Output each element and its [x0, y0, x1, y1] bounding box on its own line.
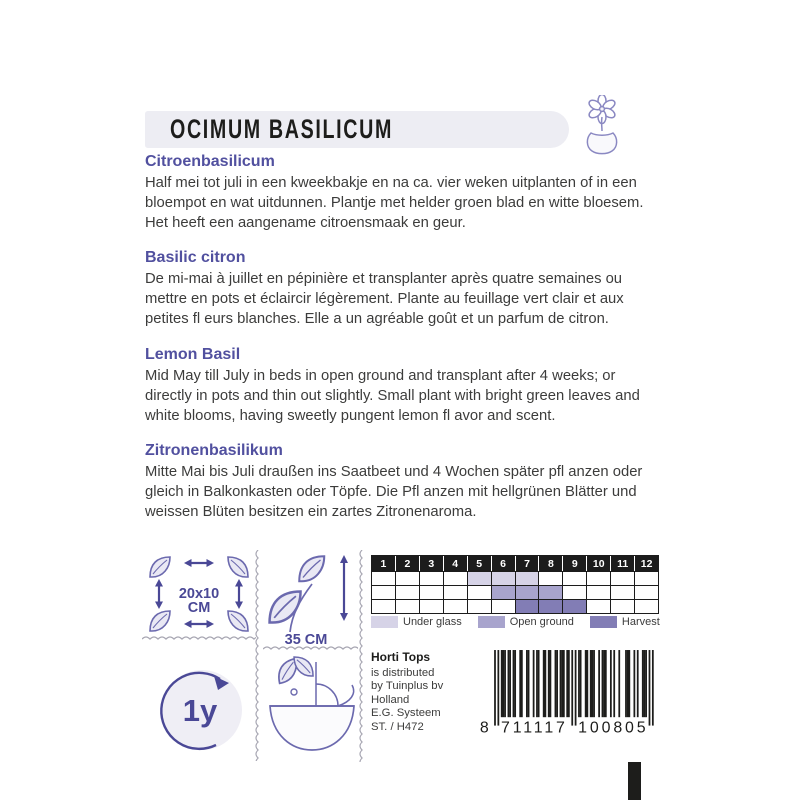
- horizontal-arrow-icon: [184, 620, 214, 628]
- svg-text:8: 8: [479, 719, 492, 734]
- calendar-cell: [515, 571, 539, 585]
- calendar-month-header: 2: [395, 556, 419, 571]
- calendar-cell: [419, 585, 443, 599]
- calendar-row: [372, 585, 658, 599]
- distributor-info: [371, 651, 483, 734]
- calendar-cell: [610, 571, 634, 585]
- legend-item-under-glass: [371, 616, 462, 628]
- section-heading-en: Lemon Basil: [145, 345, 241, 363]
- calendar-cell: [491, 599, 515, 613]
- header-banner: [145, 111, 569, 148]
- calendar-row: [372, 599, 658, 613]
- calendar-cell: [562, 571, 586, 585]
- calendar-month-header: 9: [562, 556, 586, 571]
- calendar-cell: [395, 599, 419, 613]
- legend-swatch-harvest: [590, 616, 617, 628]
- calendar-month-header: 12: [634, 556, 658, 571]
- ean13-barcode: [479, 650, 657, 734]
- calendar-cell: [610, 585, 634, 599]
- calendar-month-header: 11: [610, 556, 634, 571]
- divider-wave: [255, 550, 262, 761]
- calendar-month-header: 3: [419, 556, 443, 571]
- legend-item-open-ground: [478, 616, 574, 628]
- calendar-cell: [467, 585, 491, 599]
- section-body-en: Mid May till July in beds in open ground and transplant after 4 weeks; or directly in pots and thin out slightly. Small plant with bright green leaves and white blooms, having sweetly pungent lemon fl avor and scent.: [145, 367, 640, 424]
- calendar-cell: [419, 599, 443, 613]
- distributor-line: Holland: [371, 693, 410, 706]
- calendar-cell: [443, 599, 467, 613]
- calendar-cell: [395, 585, 419, 599]
- salad-bowl-icon: [262, 652, 362, 762]
- calendar-cell: [586, 571, 610, 585]
- calendar-month-header: 7: [515, 556, 539, 571]
- legend-label: Under glass: [403, 616, 462, 628]
- legend-swatch-under-glass: [371, 616, 398, 628]
- calendar-cell: [395, 571, 419, 585]
- calendar-cell: [562, 585, 586, 599]
- horizontal-arrow-icon: [184, 559, 214, 567]
- plant-height-icon: [264, 548, 360, 650]
- calendar-month-header: 4: [443, 556, 467, 571]
- calendar-cell: [634, 585, 658, 599]
- calendar-month-header: 8: [538, 556, 562, 571]
- calendar-cell: [634, 599, 658, 613]
- calendar-cell: [491, 585, 515, 599]
- distributor-line: E.G. Systeem: [371, 707, 441, 719]
- calendar-month-header: 10: [586, 556, 610, 571]
- calendar-cell: [634, 571, 658, 585]
- calendar-legend: [371, 616, 676, 628]
- height-value: 35 CM: [284, 632, 328, 648]
- calendar-cell: [419, 571, 443, 585]
- description-sections: [145, 153, 663, 539]
- divider-wave: [142, 636, 256, 643]
- calendar-cell: [586, 599, 610, 613]
- sowing-calendar: [371, 555, 659, 614]
- calendar-cell: [372, 585, 395, 599]
- calendar-month-header: 6: [491, 556, 515, 571]
- calendar-month-header: 5: [467, 556, 491, 571]
- calendar-cell: [538, 585, 562, 599]
- calendar-month-header: 1: [372, 556, 395, 571]
- section-heading-fr: Basilic citron: [145, 249, 246, 267]
- spacing-unit: CM: [187, 600, 211, 616]
- calendar-cell: [586, 585, 610, 599]
- calendar-cell: [515, 585, 539, 599]
- vertical-arrow-icon: [155, 579, 163, 609]
- calendar-cell: [443, 585, 467, 599]
- calendar-cell: [515, 599, 539, 613]
- cycle-value: 1y: [182, 693, 218, 728]
- calendar-cell: [372, 571, 395, 585]
- svg-text:711117: 711117: [501, 719, 568, 734]
- legend-swatch-open-ground: [478, 616, 505, 628]
- print-registration-mark: [628, 762, 641, 800]
- calendar-cell: [467, 571, 491, 585]
- calendar-cell: [538, 571, 562, 585]
- calendar-cell: [372, 599, 395, 613]
- vertical-arrow-icon: [235, 579, 243, 609]
- plant-spacing-icon: [146, 551, 254, 635]
- spacing-value: 20x10: [178, 586, 220, 602]
- calendar-cell: [610, 599, 634, 613]
- svg-text:100805: 100805: [578, 719, 649, 734]
- calendar-cell: [443, 571, 467, 585]
- height-arrow-icon: [340, 555, 348, 621]
- section-body-nl: Half mei tot juli in een kweekbakje en na ca. vier weken uitplanten of in een bloempot en wat uitdunnen. Plantje met helder groen blad en witte bloesem. Het heeft een aangename citroensmaak en geur.: [145, 175, 644, 231]
- calendar-cell: [538, 599, 562, 613]
- distributor-line: is distributed: [371, 666, 435, 679]
- distributor-name: Horti Tops: [371, 650, 431, 664]
- calendar-cell: [562, 599, 586, 613]
- distributor-line: ST. / H472: [371, 720, 424, 733]
- section-body-fr: De mi-mai à juillet en pépinière et transplanter après quatre semaines ou mettre en pots et éclaircir légèrement. Plante au feuillage vert clair et aux petites fl eurs blanches. Elle a un agréable goût et un parfum de citron.: [145, 271, 624, 328]
- calendar-cell: [491, 571, 515, 585]
- section-english: [145, 346, 663, 426]
- section-dutch: [145, 153, 663, 233]
- section-heading-nl: Citroenbasilicum: [145, 153, 275, 170]
- section-german: [145, 442, 663, 522]
- page-title: OCIMUM BASILICUM: [170, 113, 394, 145]
- annual-cycle-icon: [150, 656, 256, 762]
- calendar-row: [372, 571, 658, 585]
- distributor-line: by Tuinplus bv: [371, 680, 444, 692]
- legend-label: Harvest: [621, 616, 660, 628]
- legend-item-harvest: [590, 616, 660, 628]
- section-french: [145, 249, 663, 329]
- section-heading-de: Zitronenbasilikum: [145, 442, 283, 460]
- calendar-cell: [467, 599, 491, 613]
- legend-label: Open ground: [509, 616, 574, 628]
- section-body-de: Mitte Mai bis Juli draußen ins Saatbeet und 4 Wochen später pfl anzen oder gleich in Balkonkasten oder Töpfe. Die Pfl anzen mit hellgrünen Blätter und weissen Blüten besitzen ein zartes Zitronenaroma.: [145, 464, 643, 520]
- flower-pot-icon: [572, 95, 632, 157]
